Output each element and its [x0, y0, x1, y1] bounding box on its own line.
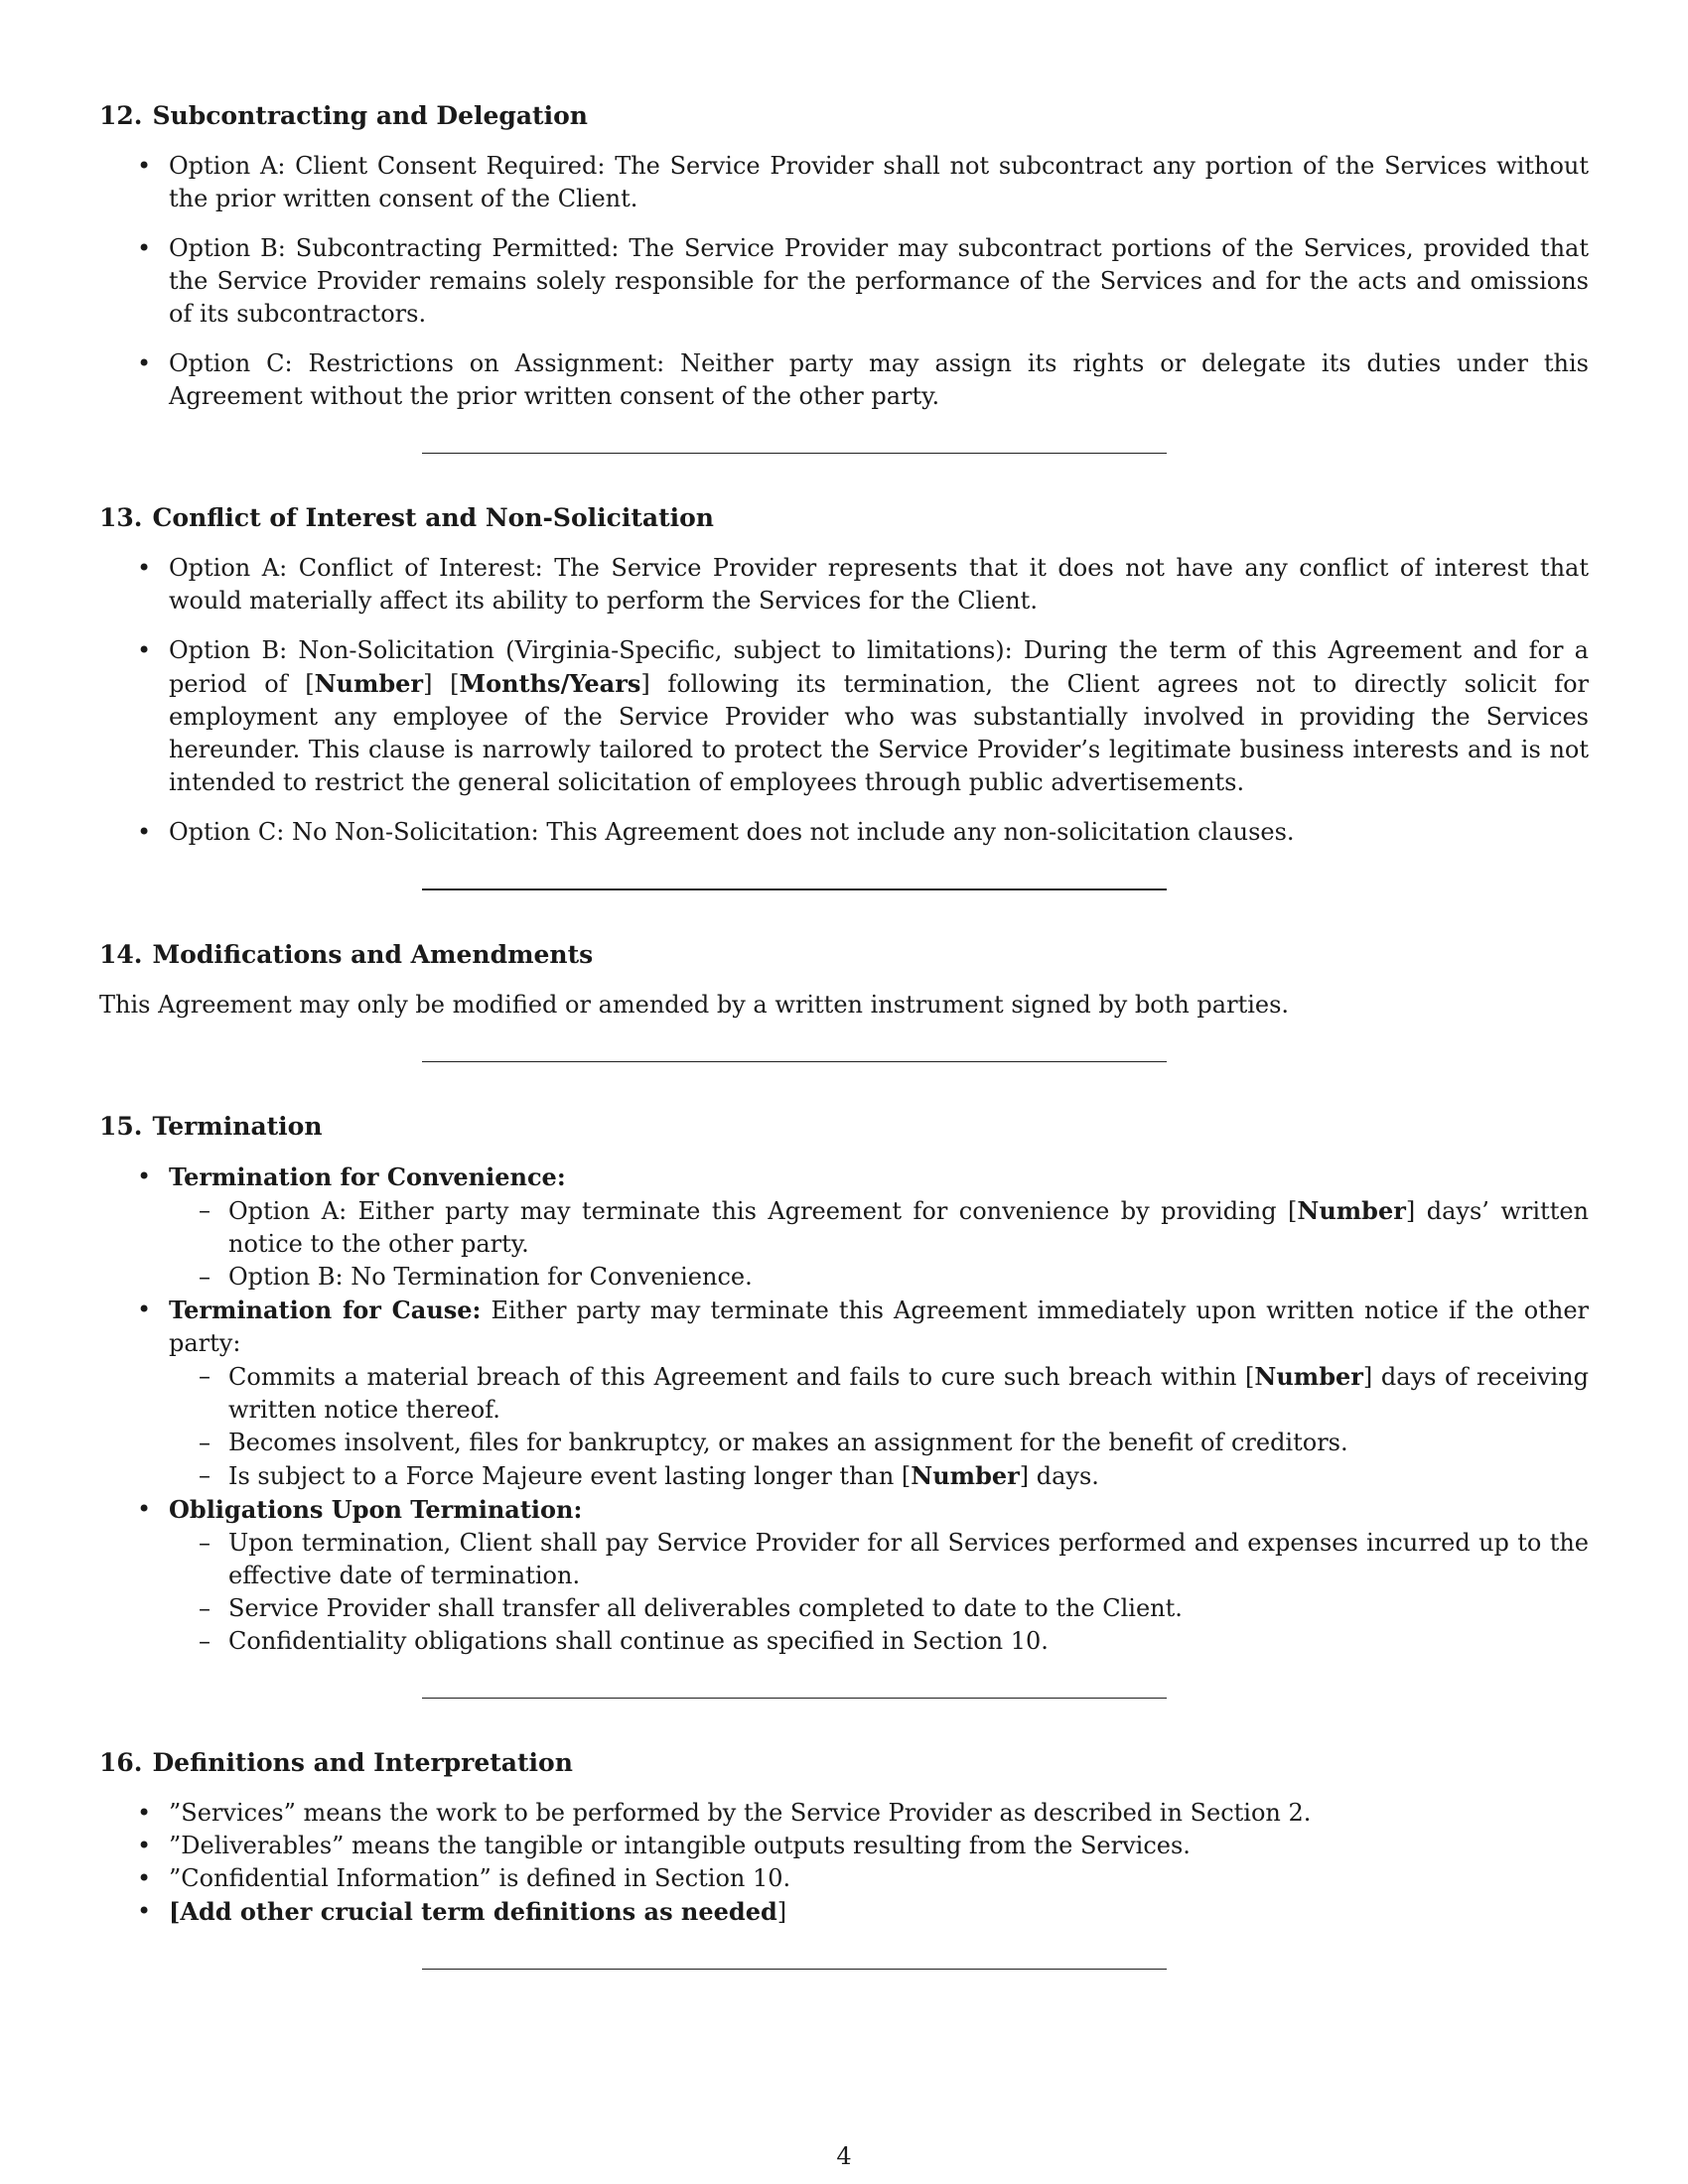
- text-run: Option B: Non-Solicitation (Virginia-Specific, subject to limitations): During the term of this Agreement and for a period of [: [169, 636, 1589, 698]
- page-number: 4: [836, 2142, 852, 2170]
- section-heading: [99, 99, 1589, 132]
- list-item-cause: [99, 1294, 1589, 1493]
- text-run: ] days of receiving written notice thereof.: [228, 1363, 1589, 1424]
- list-item: • Option C: No Non-Solicitation: This Agreement does not include any non-solicitation clauses.: [99, 816, 1589, 849]
- text-run: ] days’ written notice to the other party.: [228, 1197, 1589, 1258]
- section-number: 13.: [99, 503, 143, 532]
- section-divider: [422, 1061, 1167, 1062]
- placeholder-definitions: Add other crucial term definitions as needed: [180, 1897, 777, 1926]
- section-14: [99, 938, 1589, 1062]
- section-divider: [422, 1969, 1167, 1970]
- text-run: Option A: Either party may terminate this Agreement for convenience by providing [: [228, 1197, 1298, 1225]
- list-item: • ”Confidential Information” is defined in Section 10.: [99, 1862, 1589, 1895]
- text-run: ] days.: [1019, 1462, 1099, 1490]
- termination-list: [99, 1160, 1589, 1658]
- section-title: Definitions and Interpretation: [152, 1748, 573, 1777]
- text-run: Is subject to a Force Majeure event lasting longer than [: [228, 1462, 912, 1490]
- list-item-obligations: [99, 1493, 1589, 1658]
- list-item: • ”Services” means the work to be performed by the Service Provider as described in Section 2.: [99, 1797, 1589, 1830]
- section-heading: [99, 938, 1589, 971]
- text-run: ] following its termination, the Client agrees not to directly solicit for employment any employee of the Service Provider who was substantially involved in providing the Services hereunder. This clause is narrowly tailored to protect the Service Provider’s legitimate business interests and is not intended to restrict the general solicitation of employees through public advertisements.: [169, 670, 1589, 796]
- section-divider: [422, 453, 1167, 454]
- item-label: Termination for Cause:: [169, 1296, 482, 1324]
- sub-item: – Confidentiality obligations shall continue as specified in Section 10.: [169, 1625, 1589, 1658]
- sub-item: – Becomes insolvent, files for bankruptcy, or makes an assignment for the benefit of creditors.: [169, 1427, 1589, 1459]
- placeholder-number: Number: [1297, 1196, 1406, 1225]
- section-body: This Agreement may only be modified or amended by a written instrument signed by both parties.: [99, 991, 1290, 1019]
- section-divider: [422, 888, 1167, 890]
- section-heading: [99, 501, 1589, 534]
- list-item: • Option B: Subcontracting Permitted: The Service Provider may subcontract portions of the Services, provided that the Service Provider remains solely responsible for the performance of the Services and for the acts and omissions of its subcontractors.: [99, 232, 1589, 331]
- sub-item: – Service Provider shall transfer all deliverables completed to date to the Client.: [169, 1592, 1589, 1625]
- text-run: ]: [776, 1898, 787, 1926]
- list-item: • Option C: Restrictions on Assignment: Neither party may assign its rights or delegate its duties under this Agreement without the prior written consent of the other party.: [99, 347, 1589, 413]
- section-title: Modifications and Amendments: [152, 940, 594, 969]
- list-item: • ”Deliverables” means the tangible or intangible outputs resulting from the Services.: [99, 1830, 1589, 1862]
- section-number: 15.: [99, 1112, 143, 1141]
- option-list: [99, 552, 1589, 849]
- section-12: [99, 99, 1589, 454]
- sub-item: – Option B: No Termination for Convenience.: [169, 1261, 1589, 1294]
- list-item: [99, 1895, 1589, 1929]
- section-heading: [99, 1746, 1589, 1779]
- text-run: Commits a material breach of this Agreement and fails to cure such breach within [: [228, 1363, 1255, 1391]
- sub-item: [169, 1194, 1589, 1261]
- section-heading: [99, 1110, 1589, 1143]
- text-run: ] [: [423, 670, 460, 698]
- page-content: [99, 99, 1589, 1970]
- definitions-list: [99, 1797, 1589, 1929]
- sub-item: – Upon termination, Client shall pay Service Provider for all Services performed and expenses incurred up to the effective date of termination.: [169, 1527, 1589, 1592]
- placeholder-number: Number: [911, 1461, 1020, 1490]
- section-title: Termination: [152, 1112, 323, 1141]
- section-title: Conflict of Interest and Non-Solicitation: [152, 503, 714, 532]
- sub-item: [169, 1459, 1589, 1493]
- sub-list: [169, 1360, 1589, 1493]
- section-number: 14.: [99, 940, 143, 969]
- sub-item: [169, 1360, 1589, 1427]
- list-item: [99, 634, 1589, 799]
- placeholder-number: Number: [314, 669, 424, 698]
- placeholder-number: Number: [1254, 1362, 1363, 1391]
- sub-list: [169, 1194, 1589, 1294]
- section-number: 16.: [99, 1748, 143, 1777]
- section-16: [99, 1746, 1589, 1970]
- item-label: Termination for Convenience:: [169, 1162, 566, 1191]
- list-item: • Option A: Client Consent Required: The Service Provider shall not subcontract any portion of the Services without the prior written consent of the Client.: [99, 150, 1589, 215]
- item-label: Obligations Upon Termination:: [169, 1495, 583, 1524]
- section-number: 12.: [99, 101, 143, 130]
- section-15: [99, 1110, 1589, 1699]
- text-run: Either party may terminate this Agreement immediately upon written notice if the other party:: [169, 1297, 1589, 1357]
- text-run: [: [169, 1897, 181, 1926]
- section-13: [99, 501, 1589, 890]
- list-item-convenience: [99, 1160, 1589, 1294]
- section-title: Subcontracting and Delegation: [152, 101, 588, 130]
- section-divider: [422, 1698, 1167, 1699]
- list-item: • Option A: Conflict of Interest: The Service Provider represents that it does not have any conflict of interest that would materially affect its ability to perform the Services for the Client.: [99, 552, 1589, 617]
- option-list: [99, 150, 1589, 413]
- placeholder-months-years: Months/Years: [459, 669, 641, 698]
- sub-list: [169, 1527, 1589, 1658]
